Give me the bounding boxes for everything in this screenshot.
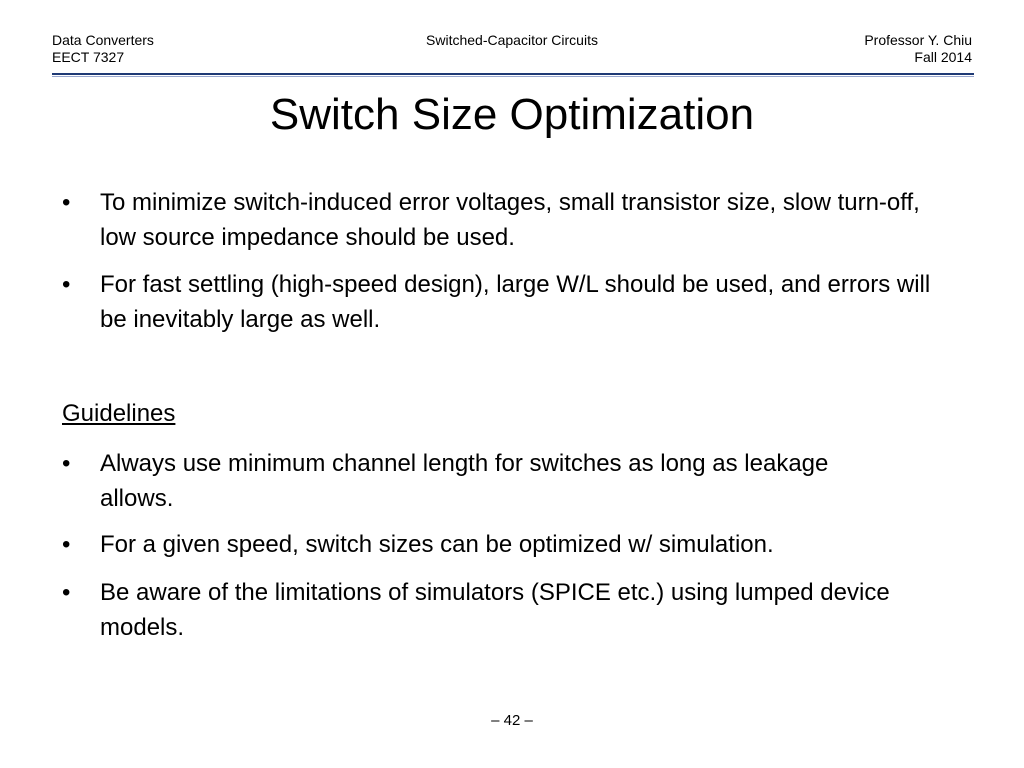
bullet-text: For a given speed, switch sizes can be optimized w/ simulation. [100, 531, 774, 558]
bullet-text: To minimize switch-induced error voltages, small transistor size, slow turn-off, low source impedance should be used. [100, 189, 920, 251]
course-code: EECT 7327 [52, 49, 125, 65]
instructor-name: Professor Y. Chiu [864, 32, 972, 48]
bullet-marker: • [62, 579, 71, 606]
guideline-item [62, 446, 892, 516]
bullet-text: For fast settling (high-speed design), large W/L should be used, and errors will be inevitably large as well. [100, 271, 931, 333]
guideline-item [62, 527, 962, 562]
header-instructor [864, 32, 972, 66]
bullet-item [62, 267, 962, 337]
page-number: – 42 – [491, 712, 533, 729]
guideline-item [62, 575, 962, 645]
header-divider-light [52, 76, 974, 77]
slide-title: Switch Size Optimization [269, 90, 755, 139]
topic-title: Switched-Capacitor Circuits [426, 32, 598, 48]
header-topic [350, 32, 674, 49]
bullet-item [62, 185, 962, 255]
bullet-marker: • [62, 271, 71, 298]
bullet-text: Be aware of the limitations of simulators (SPICE etc.) using lumped device models. [100, 579, 890, 641]
bullet-marker: • [62, 189, 71, 216]
bullet-text: Always use minimum channel length for switches as long as leakage allows. [100, 450, 829, 512]
semester: Fall 2014 [914, 49, 972, 65]
course-title: Data Converters [52, 32, 154, 48]
bullet-marker: • [62, 450, 71, 477]
header-divider [52, 73, 974, 75]
bullet-marker: • [62, 531, 71, 558]
header-course [52, 32, 154, 66]
guidelines-heading: Guidelines [62, 400, 176, 427]
